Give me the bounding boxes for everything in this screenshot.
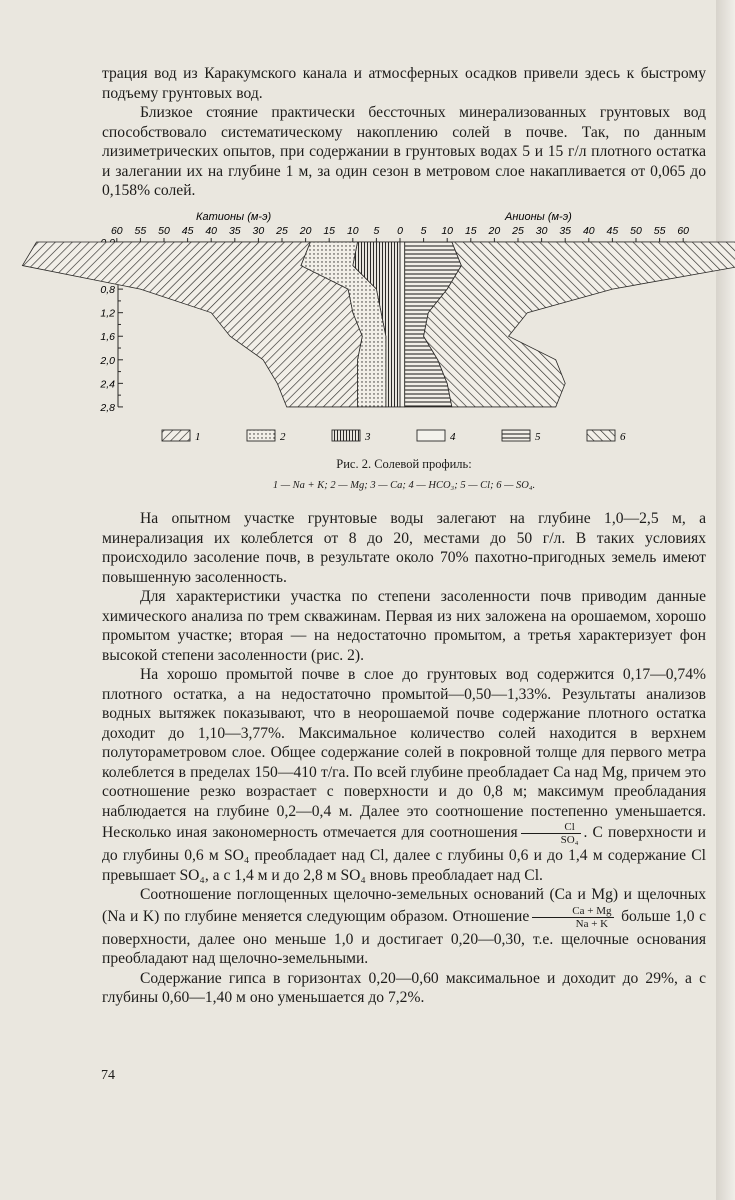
- x-tick-label: 10: [441, 225, 454, 237]
- legend-label-4: 4: [450, 431, 456, 443]
- fraction-numerator: Ca + Mg: [532, 905, 613, 918]
- x-tick-label: 45: [181, 225, 194, 237]
- x-axis-ticks: [111, 225, 689, 242]
- y-tick-label: 1,6: [100, 331, 115, 344]
- legend-label-3: 3: [365, 431, 371, 443]
- x-tick-label: 20: [299, 225, 312, 237]
- paragraph: На хорошо промытой почве в слое до грунтовых вод содержится 0,17—0,74% плотного остатка, а на недостаточно промытой—0,50—1,33%. Результаты анализов водных вытяжек показывают, что в неорошаемой почве содержание плотного остатка доходит до 1,10—3,77%. Максимальное количество солей находится в верхнем полутораметровом слое. Общее содержание солей в покровной толще для первого метра колеблется в пределах 150—410 т/га. По всей глубине преобладает Ca над Mg, причем это соотношение резко возрастает с поверхности и до 0,8 м; максимум преобладания наблюдается на глубине 0,2—0,4 м. Далее это соотношение постепенно уменьшается. Несколько иная закономерность отмечается для соотношения $\frac{Cl}{\text{SO₄}}$ . С поверхности и до глубины 0,6 м SO₄ преобладает над Cl, далее с глубины 0,6 и до 1,4 м содержание Cl превышает SO₄, а с 1,4 м и до 2,8 м SO₄ вновь преобладает над Cl.: [102, 666, 707, 884]
- fraction-denominator: Na + K: [575, 917, 609, 930]
- cl-so4-fraction: [521, 821, 581, 846]
- y-tick-label: 2,8: [100, 401, 115, 414]
- legend-swatch-3: [332, 430, 360, 441]
- area-series-6: [424, 242, 735, 407]
- paragraph: На опытном участке грунтовые воды залегают на глубине 1,0—2,5 м, а минерализация их колеблется от 8 до 20, местами до 50 г/л. В таких условиях происходило засоление почв, в результате около 70% пахотно-пригодных земель имеют повышенную засоленность.: [102, 510, 706, 586]
- cation-axis-title: Катионы (м-э): [196, 211, 272, 223]
- x-tick-label: 25: [512, 225, 524, 237]
- x-tick-label: 5: [420, 225, 427, 237]
- legend-label-6: 6: [620, 431, 626, 443]
- paragraph: Содержание гипса в горизонтах 0,20—0,60 максимальное и доходит до 29%, а с глубины 0,60—1,40 м оно уменьшается до 7,2%.: [102, 969, 706, 1006]
- x-tick-label: 60: [110, 225, 123, 237]
- paragraph-text: С поверхности и до глубины 0,6 м SO₄ преобладает над Cl, далее с глубины 0,6 и до 1,4 м содержание Cl превышает SO₄, а с 1,4 м и до 2,8 м SO₄ вновь преобладает над Cl.: [102, 824, 707, 884]
- x-tick-label: 45: [606, 225, 619, 237]
- x-tick-label: 50: [158, 225, 170, 237]
- legend-swatch-5: [502, 430, 530, 441]
- x-tick-label: 55: [653, 225, 666, 237]
- figure-caption: Рис. 2. Солевой профиль:: [336, 457, 472, 471]
- paragraph-text: На хорошо промытой почве в слое до грунтовых вод содержится 0,17—0,74% плотного остатка, а на недостаточно промытой—0,50—1,33%. Результаты анализов водных вытяжек показывают, что в неорошаемой почве содержание плотного остатка доходит до 1,10—3,77%. Максимальное количество солей находится в верхнем полутораметровом слое. Общее содержание солей в покровной толще для первого метра колеблется в пределах 150—410 т/га. По всей глубине преобладает Ca над Mg, причем это соотношение резко возрастает с поверхности и до 0,8 м; максимум преобладания наблюдается на глубине 0,2—0,4 м. Далее это соотношение постепенно уменьшается. Несколько иная закономерность отмечается для соотношения: [102, 666, 706, 842]
- x-tick-label: 0: [397, 225, 403, 237]
- legend-label-2: 2: [280, 431, 286, 443]
- paragraph: Для характеристики участка по степени засоленности почв приводим данные химического анализа по трем скважинам. Первая из них заложена на орошаемом, хорошо промытом участке; вторая — на недостаточно промытом, а третья характеризует фон высокой степени засоленности (рис. 2).: [102, 588, 706, 664]
- paragraph-text: больше 1,0 с поверхности, далее оно меньше 1,0 и достигает 0,20—0,30, т.е. щелочные основания преобладают над щелочно-земельными.: [102, 907, 706, 967]
- cations-ratio-fraction: [532, 905, 613, 930]
- body-text-block: [102, 509, 706, 1008]
- x-tick-label: 15: [464, 225, 477, 237]
- legend-swatch-4: [417, 430, 445, 441]
- x-tick-label: 30: [252, 225, 265, 237]
- y-tick-label: 0,8: [100, 284, 115, 297]
- x-tick-label: 40: [582, 225, 595, 237]
- chart-areas: [22, 242, 735, 407]
- x-tick-label: 35: [228, 225, 241, 237]
- x-tick-label: 50: [630, 225, 642, 237]
- x-tick-label: 35: [559, 225, 572, 237]
- x-tick-label: 15: [323, 225, 336, 237]
- fraction-numerator: Cl: [521, 821, 581, 834]
- paragraph: трация вод из Каракумского канала и атмосферных осадков привели здесь к быстрому подъему грунтовых вод.: [102, 65, 706, 102]
- paragraph: Близкое стояние практически бессточных минерализованных грунтовых вод способствовало систематическому накоплению солей в почве. Так, по данным лизиметрических опытов, при содержании в грунтовых водах 5 и 15 г/л плотного остатка и залегании их на глубине 1 м, за один сезон в метровом слое накапливается от 0,065 до 0,158% солей.: [102, 104, 706, 199]
- area-series-4: [400, 242, 405, 407]
- legend-swatch-1: [162, 430, 190, 441]
- figure-caption-legend: 1 — Na + K; 2 — Mg; 3 — Ca; 4 — HCO₃; 5 — Cl; 6 — SO₄.: [272, 480, 536, 491]
- x-tick-label: 40: [205, 225, 218, 237]
- legend-label-5: 5: [535, 431, 541, 443]
- x-tick-label: 20: [488, 225, 501, 237]
- paragraph: [102, 885, 706, 969]
- anion-axis-title: Анионы (м-э): [505, 211, 572, 223]
- y-tick-label: 1,2: [100, 307, 115, 320]
- legend-swatch-6: [587, 430, 615, 441]
- legend-swatch-2: [247, 430, 275, 441]
- legend-label-1: 1: [195, 431, 201, 443]
- x-tick-label: 25: [276, 225, 288, 237]
- fraction-denominator: SO₄: [560, 834, 579, 846]
- y-tick-label: 2,0: [100, 354, 115, 367]
- page-number: 74: [101, 1068, 115, 1083]
- x-tick-label: 10: [346, 225, 359, 237]
- y-tick-label: 2,4: [100, 378, 115, 391]
- x-tick-label: 30: [535, 225, 548, 237]
- paragraph-text: Соотношение поглощенных щелочно-земельных оснований (Ca и Mg) и щелочных (Na и K) по глубине меняется следующим образом. Отношение: [102, 886, 706, 925]
- x-tick-label: 60: [677, 225, 690, 237]
- x-tick-label: 55: [134, 225, 147, 237]
- x-tick-label: 5: [373, 225, 380, 237]
- chart-legend: [162, 430, 626, 443]
